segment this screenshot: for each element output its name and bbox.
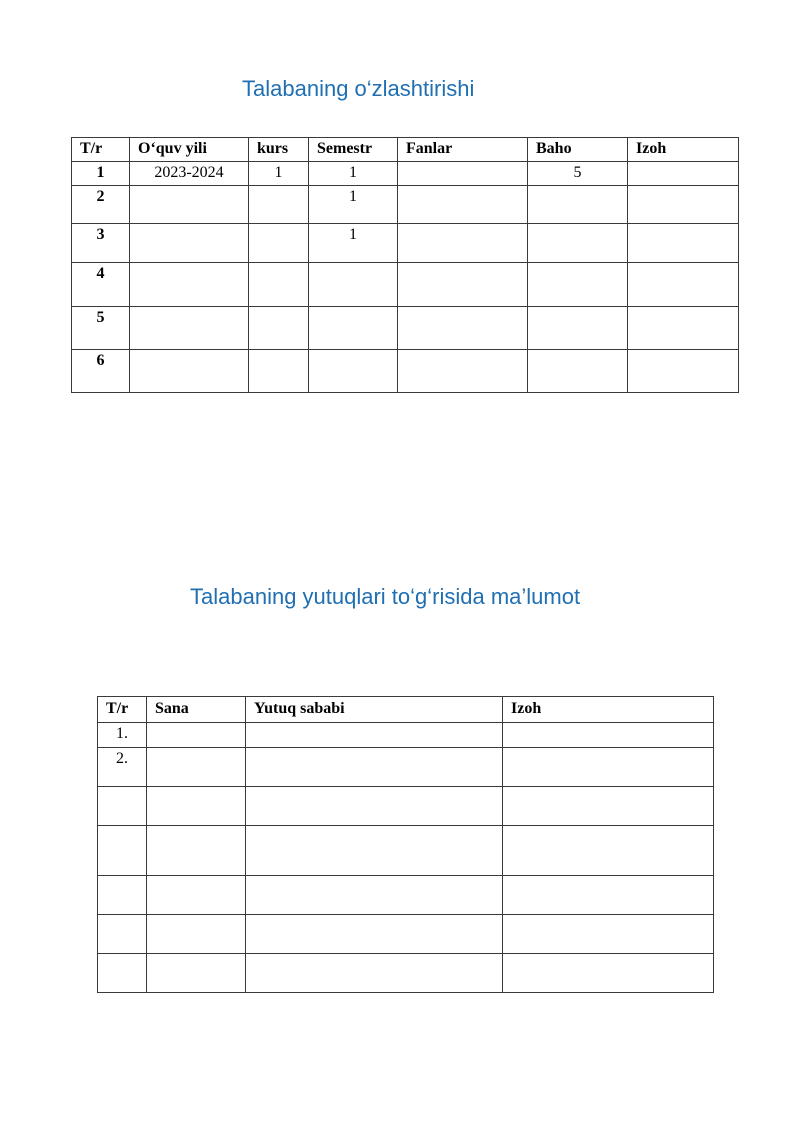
cell-achievement-reason: [246, 826, 503, 876]
table-row: [98, 826, 714, 876]
table-row: [72, 263, 739, 307]
cell-grade: [528, 350, 628, 393]
cell-note: [503, 723, 714, 748]
header-subjects: Fanlar: [398, 138, 528, 162]
header-note: Izoh: [503, 697, 714, 723]
cell-achievement-reason: [246, 954, 503, 993]
cell-grade: [528, 224, 628, 263]
table-row: [98, 748, 714, 787]
cell-achievement-reason: [246, 723, 503, 748]
achievements-section-title: Talabaning yutuqlari to‘g‘risida ma’lumot: [190, 584, 581, 609]
cell-note: [503, 826, 714, 876]
cell-date: [147, 915, 246, 954]
cell-tr: 3: [72, 224, 130, 263]
grades-header-row: [72, 138, 739, 162]
header-note: Izoh: [628, 138, 739, 162]
cell-grade: [528, 263, 628, 307]
achievements-header-row: [98, 697, 714, 723]
cell-note: [628, 307, 739, 350]
cell-tr: [98, 826, 147, 876]
cell-grade: [528, 186, 628, 224]
cell-date: [147, 723, 246, 748]
header-tr: T/r: [98, 697, 147, 723]
cell-semester: [309, 307, 398, 350]
cell-date: [147, 748, 246, 787]
cell-semester: [309, 263, 398, 307]
cell-subjects: [398, 350, 528, 393]
table-row: [72, 350, 739, 393]
cell-note: [628, 224, 739, 263]
cell-tr: 6: [72, 350, 130, 393]
cell-date: [147, 954, 246, 993]
cell-tr: 4: [72, 263, 130, 307]
cell-tr: 1.: [98, 723, 147, 748]
cell-note: [503, 915, 714, 954]
cell-note: [628, 186, 739, 224]
cell-academic-year: [130, 307, 249, 350]
header-tr: T/r: [72, 138, 130, 162]
cell-subjects: [398, 186, 528, 224]
cell-subjects: [398, 307, 528, 350]
cell-note: [503, 954, 714, 993]
cell-tr: [98, 787, 147, 826]
cell-tr: 2: [72, 186, 130, 224]
cell-subjects: [398, 162, 528, 186]
cell-semester: [309, 350, 398, 393]
cell-date: [147, 826, 246, 876]
cell-academic-year: 2023-2024: [130, 162, 249, 186]
cell-subjects: [398, 224, 528, 263]
cell-date: [147, 787, 246, 826]
cell-subjects: [398, 263, 528, 307]
cell-grade: [528, 307, 628, 350]
cell-note: [628, 350, 739, 393]
table-row: [98, 876, 714, 915]
cell-semester: 1: [309, 224, 398, 263]
cell-note: [503, 748, 714, 787]
grades-table: [71, 137, 739, 393]
table-row: [98, 954, 714, 993]
cell-course: [249, 350, 309, 393]
cell-achievement-reason: [246, 787, 503, 826]
cell-semester: 1: [309, 186, 398, 224]
cell-academic-year: [130, 186, 249, 224]
cell-tr: 1: [72, 162, 130, 186]
cell-note: [628, 162, 739, 186]
cell-academic-year: [130, 350, 249, 393]
header-academic-year: O‘quv yili: [130, 138, 249, 162]
cell-achievement-reason: [246, 876, 503, 915]
cell-academic-year: [130, 263, 249, 307]
cell-course: [249, 263, 309, 307]
grades-section-title: Talabaning o‘zlashtirishi: [242, 76, 475, 101]
header-course: kurs: [249, 138, 309, 162]
cell-semester: 1: [309, 162, 398, 186]
cell-note: [628, 263, 739, 307]
cell-tr: 5: [72, 307, 130, 350]
cell-course: 1: [249, 162, 309, 186]
header-date: Sana: [147, 697, 246, 723]
table-row: [98, 787, 714, 826]
table-row: [72, 162, 739, 186]
cell-tr: [98, 954, 147, 993]
table-row: [72, 224, 739, 263]
cell-achievement-reason: [246, 748, 503, 787]
cell-course: [249, 224, 309, 263]
cell-tr: 2.: [98, 748, 147, 787]
cell-grade: 5: [528, 162, 628, 186]
cell-course: [249, 186, 309, 224]
cell-academic-year: [130, 224, 249, 263]
cell-note: [503, 787, 714, 826]
table-row: [98, 723, 714, 748]
achievements-table: [97, 696, 714, 993]
table-row: [72, 307, 739, 350]
header-semester: Semestr: [309, 138, 398, 162]
cell-note: [503, 876, 714, 915]
cell-tr: [98, 876, 147, 915]
cell-course: [249, 307, 309, 350]
cell-achievement-reason: [246, 915, 503, 954]
table-row: [98, 915, 714, 954]
cell-date: [147, 876, 246, 915]
cell-tr: [98, 915, 147, 954]
table-row: [72, 186, 739, 224]
header-grade: Baho: [528, 138, 628, 162]
header-achievement-reason: Yutuq sababi: [246, 697, 503, 723]
